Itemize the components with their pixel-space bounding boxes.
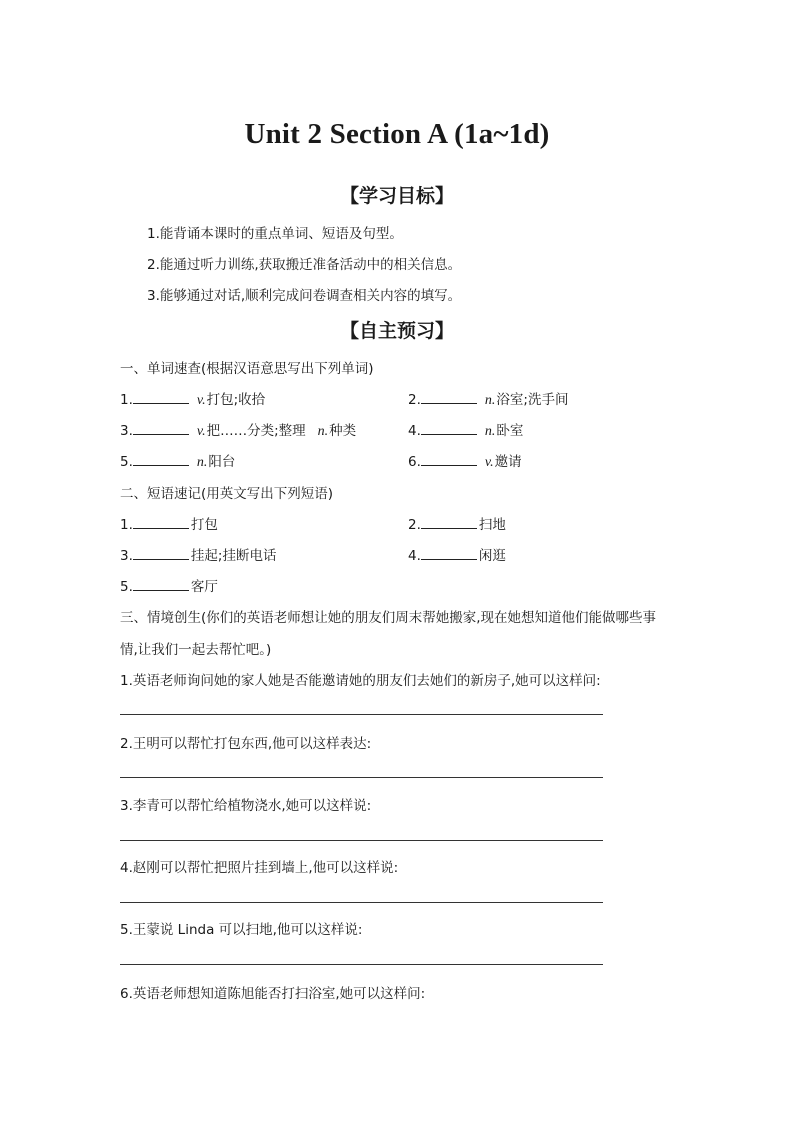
item-number: 2. xyxy=(408,392,421,408)
phrase-item xyxy=(408,513,506,533)
document-title: Unit 2 Section A (1a~1d) xyxy=(244,118,550,150)
item-number: 1. xyxy=(120,517,133,533)
item-number: 3. xyxy=(120,423,133,439)
scenario-prompt: 2.王明可以帮忙打包东西,他可以这样表达: xyxy=(120,736,372,752)
word-item xyxy=(120,419,356,440)
item-number: 4. xyxy=(408,548,421,564)
answer-line[interactable] xyxy=(120,777,603,778)
part-of-speech: v. xyxy=(484,455,494,470)
item-number: 1. xyxy=(120,392,133,408)
item-number: 3. xyxy=(120,548,133,564)
word-item xyxy=(120,388,265,409)
word-meaning: 把……分类;整理 xyxy=(206,423,306,439)
part3-heading-line1: 三、情境创生(你们的英语老师想让她的朋友们周末帮她搬家,现在她想知道他们能做哪些事 xyxy=(120,610,657,626)
part2-heading: 二、短语速记(用英文写出下列短语) xyxy=(120,486,334,502)
item-number: 6. xyxy=(408,454,421,470)
item-number: 4. xyxy=(408,423,421,439)
answer-line[interactable] xyxy=(120,714,603,715)
answer-blank[interactable] xyxy=(133,577,189,591)
answer-line[interactable] xyxy=(120,902,603,903)
part-of-speech: n. xyxy=(484,424,496,439)
item-number: 5. xyxy=(120,579,133,595)
objective-item: 1.能背诵本课时的重点单词、短语及句型。 xyxy=(147,226,403,242)
word-meaning: 阳台 xyxy=(208,454,236,470)
word-item xyxy=(408,388,568,409)
phrase-meaning: 闲逛 xyxy=(478,548,506,564)
answer-blank[interactable] xyxy=(133,452,189,466)
phrase-meaning: 挂起;挂断电话 xyxy=(190,548,277,564)
scenario-prompt: 3.李青可以帮忙给植物浇水,她可以这样说: xyxy=(120,798,372,814)
part-of-speech: v. xyxy=(196,393,206,408)
item-number: 2. xyxy=(408,517,421,533)
answer-blank[interactable] xyxy=(133,390,189,404)
answer-blank[interactable] xyxy=(421,546,477,560)
scenario-prompt: 6.英语老师想知道陈旭能否打扫浴室,她可以这样问: xyxy=(120,986,426,1002)
preview-heading: 【自主预习】 xyxy=(339,320,454,342)
answer-blank[interactable] xyxy=(421,452,477,466)
answer-blank[interactable] xyxy=(421,390,477,404)
scenario-prompt: 5.王蒙说 Linda 可以扫地,他可以这样说: xyxy=(120,922,363,938)
phrase-item xyxy=(120,513,218,533)
part1-heading: 一、单词速查(根据汉语意思写出下列单词) xyxy=(120,361,374,377)
objective-item: 2.能通过听力训练,获取搬迁准备活动中的相关信息。 xyxy=(147,257,462,273)
objective-item: 3.能够通过对话,顺利完成问卷调查相关内容的填写。 xyxy=(147,288,462,304)
word-item xyxy=(408,419,523,440)
objectives-heading: 【学习目标】 xyxy=(339,185,454,207)
word-item xyxy=(120,450,235,471)
word-meaning: 打包;收拾 xyxy=(206,392,266,408)
answer-blank[interactable] xyxy=(133,515,189,529)
phrase-meaning: 客厅 xyxy=(190,579,218,595)
part3-heading-line2: 情,让我们一起去帮忙吧。) xyxy=(120,642,272,658)
answer-blank[interactable] xyxy=(133,421,189,435)
word-meaning-2: 种类 xyxy=(329,423,357,439)
part-of-speech: v. xyxy=(196,424,206,439)
phrase-meaning: 打包 xyxy=(190,517,218,533)
answer-line[interactable] xyxy=(120,840,603,841)
phrase-item xyxy=(120,575,218,595)
answer-blank[interactable] xyxy=(421,421,477,435)
phrase-item xyxy=(120,544,276,564)
scenario-prompt: 4.赵刚可以帮忙把照片挂到墙上,他可以这样说: xyxy=(120,860,399,876)
item-number: 5. xyxy=(120,454,133,470)
part-of-speech: n. xyxy=(484,393,496,408)
answer-blank[interactable] xyxy=(421,515,477,529)
word-item xyxy=(408,450,522,471)
word-meaning: 卧室 xyxy=(496,423,524,439)
word-meaning: 浴室;洗手间 xyxy=(496,392,569,408)
scenario-prompt: 1.英语老师询问她的家人她是否能邀请她的朋友们去她们的新房子,她可以这样问: xyxy=(120,673,601,689)
answer-blank[interactable] xyxy=(133,546,189,560)
word-meaning: 邀请 xyxy=(494,454,522,470)
answer-line[interactable] xyxy=(120,964,603,965)
phrase-item xyxy=(408,544,506,564)
phrase-meaning: 扫地 xyxy=(478,517,506,533)
part-of-speech: n. xyxy=(196,455,208,470)
part-of-speech-2: n. xyxy=(317,424,329,439)
